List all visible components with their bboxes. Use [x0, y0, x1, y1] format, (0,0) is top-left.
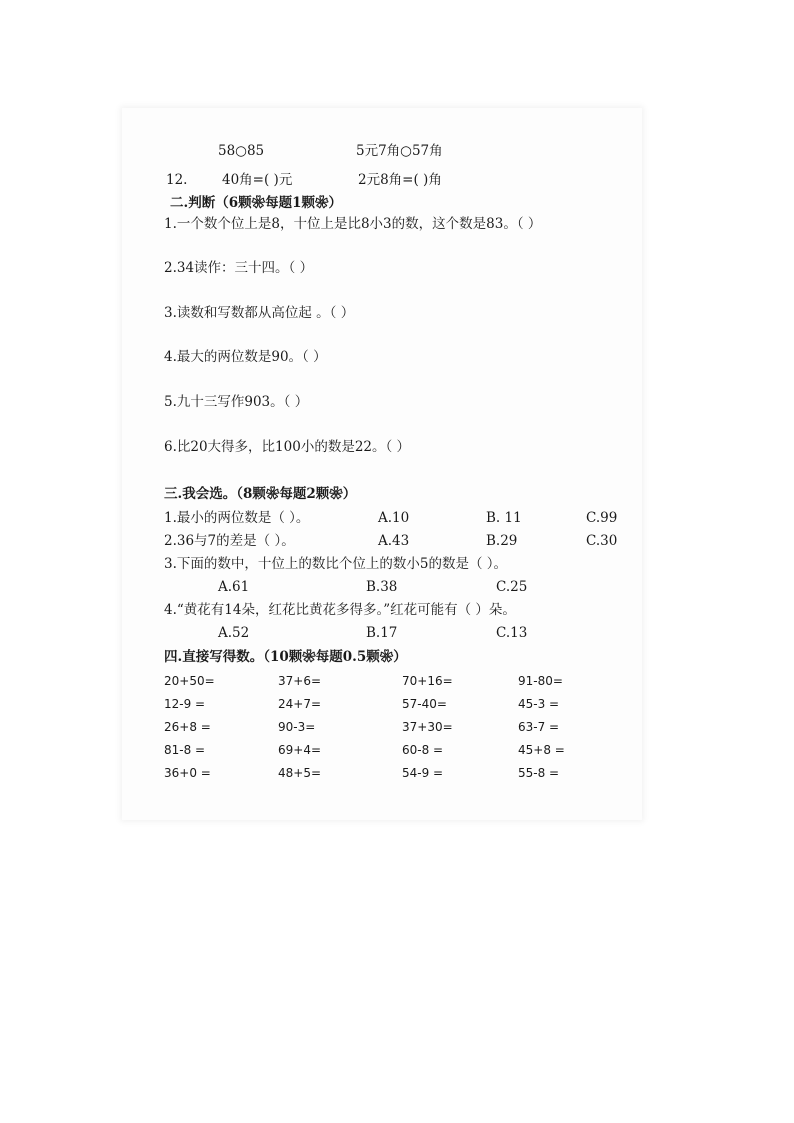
calc-item: 45+8 =: [518, 743, 565, 757]
choice-2-option-c: C.30: [586, 533, 618, 549]
choice-4-option-a: A.52: [218, 625, 250, 641]
choice-1-option-a: A.10: [378, 510, 410, 526]
judge-item-1: 1.一个数个位上是8，十位上是比8小3的数，这个数是83。（ ）: [164, 216, 542, 232]
calc-item: 12-9 =: [164, 697, 206, 711]
calc-item: 91-80=: [518, 674, 563, 688]
calc-item: 54-9 =: [402, 766, 444, 780]
calc-item: 70+16=: [402, 674, 453, 688]
choice-3-option-a: A.61: [218, 579, 250, 595]
section-title-calculate: 四.直接写得数。（10颗❀每题0.5颗❀）: [164, 649, 407, 665]
choice-1-option-c: C.99: [586, 510, 618, 526]
conversion-item-2: 2元8角=( )角: [358, 172, 442, 188]
calc-item: 57-40=: [402, 697, 447, 711]
worksheet-page: [122, 108, 642, 820]
choice-2-option-a: A.43: [378, 533, 410, 549]
calc-item: 20+50=: [164, 674, 215, 688]
calc-item: 90-3=: [278, 720, 316, 734]
choice-4-option-c: C.13: [496, 625, 528, 641]
judge-item-3: 3.读数和写数都从高位起 。（ ）: [164, 305, 355, 321]
choice-question-2: 2.36与7的差是（ ）。: [164, 533, 295, 549]
calc-item: 36+0 =: [164, 766, 211, 780]
calc-item: 37+6=: [278, 674, 322, 688]
choice-2-option-b: B.29: [486, 533, 518, 549]
calc-item: 26+8 =: [164, 720, 211, 734]
conversion-item-1: 40角=( )元: [222, 172, 293, 188]
compare-item-2: 5元7角○57角: [356, 143, 443, 159]
calc-item: 37+30=: [402, 720, 453, 734]
calc-item: 69+4=: [278, 743, 322, 757]
judge-item-4: 4.最大的两位数是90。（ ）: [164, 349, 327, 365]
judge-item-6: 6.比20大得多，比100小的数是22。（ ）: [164, 439, 411, 455]
calc-item: 48+5=: [278, 766, 322, 780]
choice-3-option-c: C.25: [496, 579, 528, 595]
judge-item-2: 2.34读作：三十四。（ ）: [164, 260, 314, 276]
section-title-choose: 三.我会选。（8颗❀每题2颗❀）: [164, 486, 357, 502]
compare-item-1: 58○85: [218, 143, 265, 159]
choice-question-1: 1.最小的两位数是（ ）。: [164, 510, 310, 526]
section-title-judge: 二.判断（6颗❀每题1颗❀）: [170, 195, 342, 211]
calc-item: 60-8 =: [402, 743, 444, 757]
question-number-12: 12.: [166, 172, 188, 188]
choice-question-3: 3.下面的数中，十位上的数比个位上的数小5的数是（ ）。: [164, 556, 508, 572]
calc-item: 55-8 =: [518, 766, 560, 780]
calc-item: 45-3 =: [518, 697, 560, 711]
calc-item: 24+7=: [278, 697, 322, 711]
calc-item: 63-7 =: [518, 720, 560, 734]
choice-1-option-b: B. 11: [486, 510, 522, 526]
judge-item-5: 5.九十三写作903。（ ）: [164, 394, 309, 410]
calc-item: 81-8 =: [164, 743, 206, 757]
choice-4-option-b: B.17: [366, 625, 398, 641]
choice-question-4: 4.“黄花有14朵，红花比黄花多得多。”红花可能有（ ）朵。: [164, 602, 516, 618]
choice-3-option-b: B.38: [366, 579, 398, 595]
